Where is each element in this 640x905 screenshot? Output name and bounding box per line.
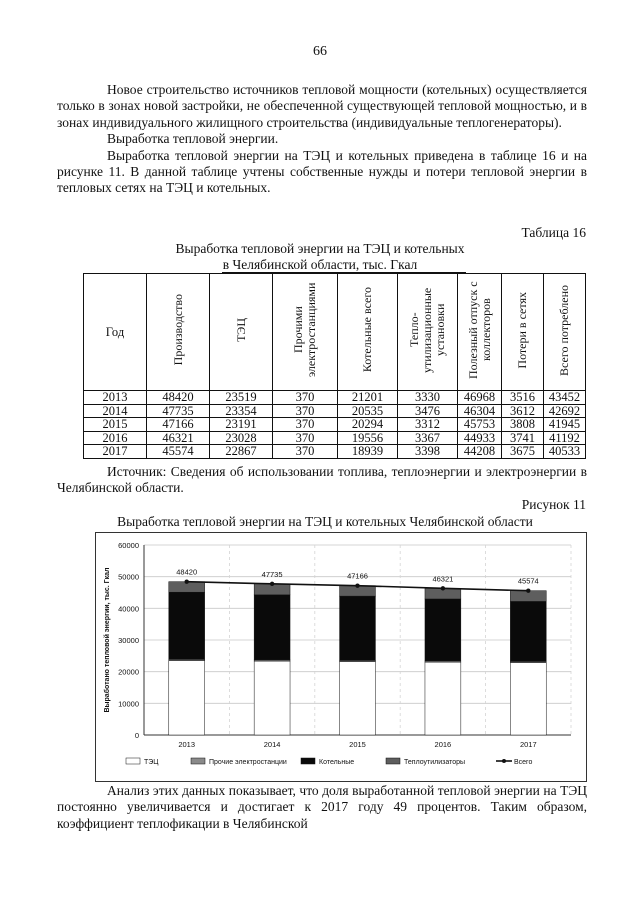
table-cell: 370 xyxy=(273,445,338,459)
bar-segment xyxy=(510,663,546,735)
table-cell: 2013 xyxy=(84,391,147,405)
table-cell: 21201 xyxy=(338,391,398,405)
heat-production-table xyxy=(83,273,586,459)
bar-segment xyxy=(510,601,546,661)
y-tick-label: 20000 xyxy=(118,667,139,677)
y-tick-label: 40000 xyxy=(118,604,139,614)
legend-label: Всего xyxy=(514,759,533,766)
legend-swatch xyxy=(386,758,400,764)
header-production: Производство xyxy=(170,294,185,366)
header-chp: ТЭЦ xyxy=(233,318,248,342)
figure-label: Рисунок 11 xyxy=(521,497,586,512)
legend-swatch xyxy=(126,758,140,764)
table-cell: 2017 xyxy=(84,445,147,459)
table-cell: 47166 xyxy=(147,418,210,432)
header-heat-recovery: Тепло-утилизационные установки xyxy=(407,287,447,373)
table-header-row xyxy=(84,274,586,391)
bar-segment xyxy=(340,662,376,735)
table-cell: 370 xyxy=(273,404,338,418)
header-total-consumed: Всего потреблено xyxy=(557,284,571,376)
header-cell xyxy=(147,274,210,391)
table-cell: 2016 xyxy=(84,431,147,445)
bar-segment xyxy=(254,661,290,735)
table-title-line-2: в Челябинской области, тыс. Гкал xyxy=(222,257,418,272)
table-cell: 23191 xyxy=(210,418,273,432)
table-cell: 45574 xyxy=(147,445,210,459)
table-cell: 47735 xyxy=(147,404,210,418)
table-cell: 22867 xyxy=(210,445,273,459)
header-cell xyxy=(544,274,586,391)
table-cell: 3516 xyxy=(502,391,544,405)
table-cell: 3367 xyxy=(398,431,458,445)
table-cell: 43452 xyxy=(544,391,586,405)
total-point xyxy=(526,588,530,592)
page-number: 66 xyxy=(313,44,327,59)
table-cell: 3398 xyxy=(398,445,458,459)
header-cell xyxy=(398,274,458,391)
y-tick-label: 50000 xyxy=(118,572,139,582)
x-tick-label: 2015 xyxy=(349,740,366,749)
bar-segment xyxy=(425,662,461,735)
bar-segment xyxy=(254,595,290,660)
table-cell: 19556 xyxy=(338,431,398,445)
total-point xyxy=(270,582,274,586)
table-cell: 370 xyxy=(273,431,338,445)
header-cell xyxy=(210,274,273,391)
x-tick-label: 2013 xyxy=(178,740,196,749)
intro-text xyxy=(57,82,587,197)
heat-production-chart xyxy=(95,532,587,782)
table-cell: 20535 xyxy=(338,404,398,418)
x-tick-label: 2016 xyxy=(434,740,452,749)
table-cell: 42692 xyxy=(544,404,586,418)
y-axis-title: Выработано тепловой энергии, тыс. Гкал xyxy=(104,567,111,713)
table-cell: 48420 xyxy=(147,391,210,405)
paragraph-analysis: Анализ этих данных показывает, что доля выработанной тепловой энергии на ТЭЦ постоянно увеличивается и достигает к 2017 году 49 процентов. Таким образом, коэффициент теплофикации в Челябинской xyxy=(57,783,587,831)
table-row xyxy=(84,431,586,445)
legend-label: Котельные xyxy=(319,759,355,766)
table-cell: 44208 xyxy=(458,445,502,459)
table-cell: 3675 xyxy=(502,445,544,459)
table-cell: 41945 xyxy=(544,418,586,432)
header-boilers-total: Котельные всего xyxy=(360,287,374,373)
table-cell: 370 xyxy=(273,418,338,432)
table-cell: 23519 xyxy=(210,391,273,405)
table-cell: 41192 xyxy=(544,431,586,445)
table-row xyxy=(84,418,586,432)
legend-swatch xyxy=(191,758,205,764)
bar-segment xyxy=(169,661,205,735)
y-tick-label: 10000 xyxy=(118,699,139,709)
legend-marker xyxy=(502,759,506,763)
total-point xyxy=(185,579,189,583)
bar-segment xyxy=(425,599,461,661)
table-row xyxy=(84,445,586,459)
y-tick-label: 0 xyxy=(134,731,139,740)
legend-label: ТЭЦ xyxy=(144,759,159,766)
table-title xyxy=(100,241,540,273)
table-cell: 23354 xyxy=(210,404,273,418)
source-note: Источник: Сведения об использовании топлива, теплоэнергии и электроэнергии в Челябинской области. xyxy=(57,464,587,496)
legend-label: Прочие электростанции xyxy=(209,759,287,766)
y-tick-label: 60000 xyxy=(118,541,139,550)
table-cell: 40533 xyxy=(544,445,586,459)
table-cell: 3612 xyxy=(502,404,544,418)
data-label: 46321 xyxy=(432,574,454,584)
total-point xyxy=(441,586,445,590)
table-cell: 46321 xyxy=(147,431,210,445)
header-cell xyxy=(502,274,544,391)
paragraph-table-reference: Выработка тепловой энергии на ТЭЦ и котельных приведена в таблице 16 и на рисунке 11. В данной таблице учтены собственные нужды и потери тепловой энергии в тепловых сетях на ТЭЦ и котельных. xyxy=(57,147,587,196)
legend-label: Теплоутилизаторы xyxy=(404,759,466,766)
table-cell: 3312 xyxy=(398,418,458,432)
legend-swatch xyxy=(301,758,315,764)
table-cell: 3330 xyxy=(398,391,458,405)
table-cell: 44933 xyxy=(458,431,502,445)
table-cell: 3741 xyxy=(502,431,544,445)
table-cell: 23028 xyxy=(210,431,273,445)
header-cell xyxy=(458,274,502,391)
data-label: 47735 xyxy=(261,569,283,579)
header-useful-supply: Полезный отпуск с коллекторов xyxy=(465,281,493,379)
data-label: 48420 xyxy=(176,567,198,577)
table-row xyxy=(84,404,586,418)
figure-title: Выработка тепловой энергии на ТЭЦ и котельных Челябинской области xyxy=(117,514,533,529)
header-other-plants: Прочими электростанциями xyxy=(291,282,318,378)
bar-segment xyxy=(169,592,205,659)
table-label: Таблица 16 xyxy=(521,225,586,240)
bar-segment xyxy=(340,596,376,660)
table-cell: 20294 xyxy=(338,418,398,432)
table-cell: 46968 xyxy=(458,391,502,405)
table-cell: 3476 xyxy=(398,404,458,418)
header-network-losses: Потери в сетях xyxy=(515,291,529,369)
header-year: Год xyxy=(105,324,125,339)
table-cell: 18939 xyxy=(338,445,398,459)
header-cell xyxy=(273,274,338,391)
table-title-line-1: Выработка тепловой энергии на ТЭЦ и котельных xyxy=(175,241,465,256)
data-label: 47166 xyxy=(347,571,368,581)
paragraph-heat-production: Выработка тепловой энергии. xyxy=(107,131,279,147)
data-label: 45574 xyxy=(517,576,539,586)
table-row xyxy=(84,391,586,405)
chart-svg xyxy=(96,533,586,781)
table-cell: 370 xyxy=(273,391,338,405)
total-point xyxy=(355,583,359,587)
header-cell xyxy=(84,274,147,391)
table-cell: 3808 xyxy=(502,418,544,432)
y-tick-label: 30000 xyxy=(118,636,139,645)
paragraph-new-construction: Новое строительство источников тепловой мощности (котельных) осуществляется только в зонах новой застройки, не обеспеченной существующей тепловой мощностью, и в зонах индивидуального жилищного строительства (индивидуальные теплогенераторы). xyxy=(57,82,587,130)
x-tick-label: 2017 xyxy=(519,740,537,749)
x-tick-label: 2014 xyxy=(263,740,281,749)
table-cell: 46304 xyxy=(458,404,502,418)
table-cell: 2015 xyxy=(84,418,147,432)
table-cell: 2014 xyxy=(84,404,147,418)
table-cell: 45753 xyxy=(458,418,502,432)
header-cell xyxy=(338,274,398,391)
